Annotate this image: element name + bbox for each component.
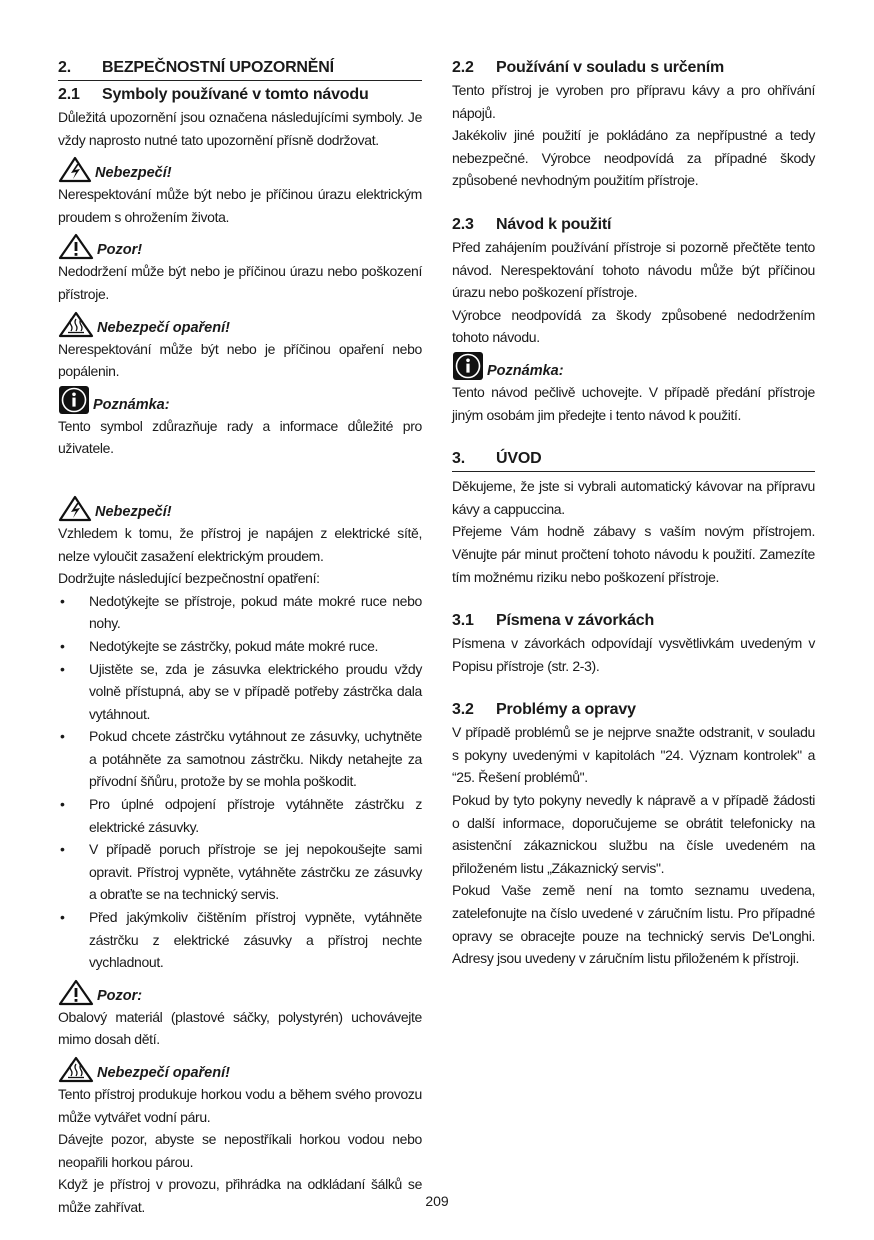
notice-label: Pozor: xyxy=(97,987,143,1004)
section-title: Problémy a opravy xyxy=(496,701,636,719)
paragraph: Dávejte pozor, abyste se nepostříkali horkou vodou nebo neopařili horkou párou. xyxy=(58,1131,422,1170)
notice-label: Nebezpečí opaření! xyxy=(97,319,230,336)
section-3-2-heading xyxy=(452,699,815,721)
warning-icon xyxy=(58,233,94,260)
paragraph: Pokud Vaše země není na tomto seznamu uvedena, zatelefonujte na číslo uvedené v záručním listu. Pro případné opravy se obracejte pouze na technický servis De'Longhi. Adresy jsou uvedeny v záručním listu přiloženém k přístroji. xyxy=(452,882,815,967)
section-title: Symboly používané v tomto návodu xyxy=(102,86,369,103)
note-notice xyxy=(58,387,422,415)
notice-label: Nebezpečí opaření! xyxy=(97,1065,230,1081)
section-3-1-heading xyxy=(452,610,815,632)
list-item: • Ujistěte se, zda je zásuvka elektrického proudu vždy volně přístupná, aby se v případě potřeby zástrčka dala vytáhnout. xyxy=(58,658,422,726)
electric-hazard-icon xyxy=(58,156,92,183)
paragraph: Nedodržení může být nebo je příčinou úrazu nebo poškození přístroje. xyxy=(58,263,422,302)
section-number: 2.3 xyxy=(452,215,474,233)
paragraph: Jakékoliv jiné použití je pokládáno za nepřípustné a tedy nebezpečné. Výrobce neodpovídá za případné škody způsobené nevhodným použitím přístroje. xyxy=(452,127,815,189)
burn-notice xyxy=(58,310,422,338)
section-2-heading xyxy=(58,57,422,81)
section-number: 3. xyxy=(452,450,465,468)
notice-label: Nebezpečí! xyxy=(95,503,172,520)
electric-hazard-icon xyxy=(58,495,92,522)
info-icon xyxy=(58,385,90,415)
section-3-heading xyxy=(452,448,815,472)
section-number: 2.1 xyxy=(58,86,80,103)
section-number: 3.2 xyxy=(452,701,474,719)
left-column xyxy=(58,57,422,1219)
paragraph: Nerespektování může být nebo je příčinou opaření nebo popálenin. xyxy=(58,340,422,380)
paragraph: Výrobce neodpovídá za škody způsobené nedodržením tohoto návodu. xyxy=(452,306,815,346)
right-column xyxy=(452,57,815,970)
burn-notice xyxy=(58,1055,422,1083)
info-icon xyxy=(452,351,484,381)
section-number: 2.2 xyxy=(452,59,474,76)
paragraph: Obalový materiál (plastové sáčky, polystyrén) uchovávejte mimo dosah dětí. xyxy=(58,1008,422,1048)
section-title: Písmena v závorkách xyxy=(496,612,655,630)
paragraph: Pokud by tyto pokyny nevedly k nápravě a v případě žádosti o další informace, doporučujeme se obrátit telefonicky na asistenční zákaznickou službu na čísle uvedeném na přiloženém listu „Zákaznický servis". xyxy=(452,792,815,876)
list-item: • Před jakýmkoliv čištěním přístroj vypněte, vytáhněte zástrčku z elektrické zásuvky a přístroj nechte vychladnout. xyxy=(58,906,422,974)
list-item: • Nedotýkejte se přístroje, pokud máte mokré ruce nebo nohy. xyxy=(58,590,422,635)
notice-label: Poznámka: xyxy=(487,362,564,379)
danger-notice xyxy=(58,155,422,183)
hot-surface-icon xyxy=(58,311,94,338)
caution-notice xyxy=(58,978,422,1006)
paragraph: Důležitá upozornění jsou označena následujícími symboly. Je vždy naprosto nutné tato upozornění přísně dodržovat. xyxy=(58,109,422,148)
paragraph: Tento návod pečlivě uchovejte. V případě předání přístroje jiným osobám jim předejte i tento návod k použití. xyxy=(452,383,815,423)
paragraph: Tento přístroj produkuje horkou vodu a během svého provozu může vytvářet vodní páru. xyxy=(58,1086,422,1125)
list-item: • V případě poruch přístroje se jej nepokoušejte sami opravit. Přístroj vypněte, vytáhněte zástrčku ze zásuvky a obraťte se na technický servis. xyxy=(58,838,422,906)
warning-icon xyxy=(58,979,94,1006)
danger-notice xyxy=(58,494,422,522)
paragraph: Děkujeme, že jste si vybrali automatický kávovar na přípravu kávy a cappuccina. xyxy=(452,478,815,517)
paragraph: Když je přístroj v provozu, přihrádka na odkládaní šálků se může zahřívat. xyxy=(58,1176,422,1215)
note-notice xyxy=(452,353,815,381)
section-2-3-heading xyxy=(452,214,815,236)
paragraph: Přejeme Vám hodně zábavy s vaším novým přístrojem. Věnujte pár minut pročtení tohoto návodu k použití. Zamezíte tím možnému riziku nebo poškození přístroje. xyxy=(452,523,815,585)
notice-label: Nebezpečí! xyxy=(95,165,172,182)
paragraph: Vzhledem k tomu, že přístroj je napájen z elektrické sítě, nelze vyloučit zasažení elektrickým proudem. xyxy=(58,524,422,564)
section-title: Používání v souladu s určením xyxy=(496,59,725,76)
paragraph: V případě problémů se je nejprve snažte odstranit, v souladu s pokyny uvedenými v kapitolách "24. Význam kontrolek" a “25. Řešení problémů". xyxy=(452,724,815,786)
section-number: 2. xyxy=(58,59,71,76)
list-item: • Pro úplné odpojení přístroje vytáhněte zástrčku z elektrické zásuvky. xyxy=(58,793,422,838)
page-number: 209 xyxy=(425,1193,449,1209)
paragraph: Písmena v závorkách odpovídají vysvětlivkám uvedeným v Popisu přístroje (str. 2-3). xyxy=(452,635,815,674)
caution-notice xyxy=(58,232,422,260)
paragraph: Tento přístroj je vyroben pro přípravu kávy a pro ohřívání nápojů. xyxy=(452,82,815,121)
notice-label: Poznámka: xyxy=(93,396,170,413)
paragraph: Dodržujte následující bezpečnostní opatření: xyxy=(58,570,320,587)
paragraph: Tento symbol zdůrazňuje rady a informace důležité pro uživatele. xyxy=(58,417,422,457)
section-2-1-heading xyxy=(58,84,422,106)
notice-label: Pozor! xyxy=(97,242,143,259)
section-title: BEZPEČNOSTNÍ UPOZORNĚNÍ xyxy=(102,59,334,76)
section-title: ÚVOD xyxy=(496,450,542,468)
section-2-2-heading xyxy=(452,57,815,79)
list-item: • Nedotýkejte se zástrčky, pokud máte mokré ruce. xyxy=(58,635,422,658)
section-title: Návod k použití xyxy=(496,215,612,233)
hot-surface-icon xyxy=(58,1056,94,1083)
paragraph: Nerespektování může být nebo je příčinou úrazu elektrickým proudem s ohrožením života. xyxy=(58,186,422,225)
paragraph: Před zahájením používání přístroje si pozorně přečtěte tento návod. Nerespektování tohoto návodu může být příčinou úrazu nebo poškození přístroje. xyxy=(452,238,815,301)
list-item: • Pokud chcete zástrčku vytáhnout ze zásuvky, uchytněte a potáhněte za samotnou zástrčku. Nikdy netahejte za přívodní šňůru, protože by se mohla poškodit. xyxy=(58,725,422,793)
safety-list xyxy=(58,590,422,974)
section-number: 3.1 xyxy=(452,612,474,630)
